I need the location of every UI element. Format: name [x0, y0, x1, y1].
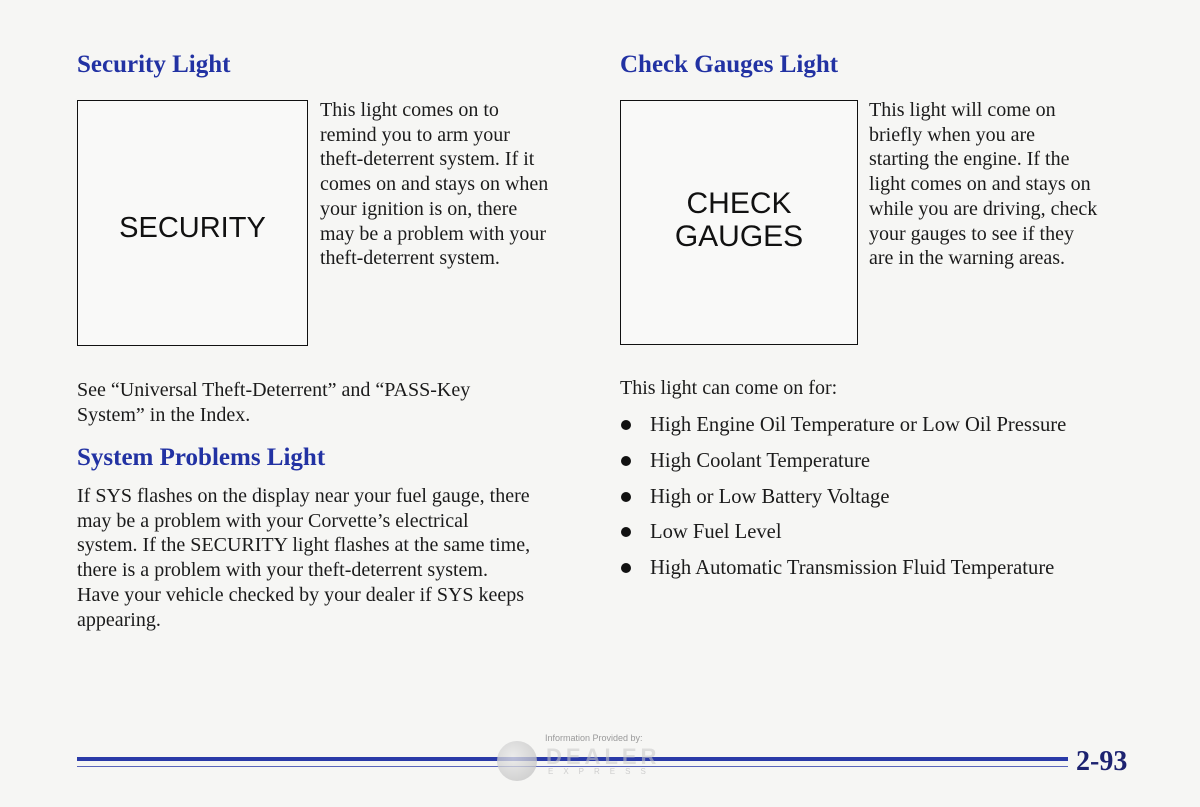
text-line: your gauges to see if they [869, 222, 1074, 245]
causes-intro [620, 376, 837, 401]
check-gauges-description [869, 98, 1097, 271]
text-line: appearing. [77, 608, 161, 631]
text-line: starting the engine. If the [869, 148, 1070, 171]
check-gauges-heading: Check Gauges Light [620, 51, 839, 78]
check-gauges-indicator-box [620, 100, 858, 345]
security-indicator-box [77, 100, 308, 346]
list-item-text: High Automatic Transmission Fluid Temperature [650, 557, 1055, 579]
list-item-text: High or Low Battery Voltage [650, 486, 890, 508]
system-problems-paragraph [77, 484, 530, 632]
system-problems-heading: System Problems Light [77, 444, 326, 471]
watermark-logo-subtext: EXPRESS [548, 767, 656, 776]
list-item-text: Low Fuel Level [650, 521, 782, 543]
watermark-logo-text: DEALER [546, 744, 661, 769]
text-line: may be a problem with your Corvette’s electrical [77, 509, 469, 532]
list-item-text: High Coolant Temperature [650, 450, 871, 472]
bullet-icon [621, 456, 631, 466]
check-gauges-indicator-line: GAUGES [674, 220, 804, 253]
text-line: while you are driving, check [869, 197, 1098, 220]
text-line: your ignition is on, there [320, 197, 518, 220]
text-line: comes on and stays on when [320, 173, 549, 196]
page-number: 2-93 [1076, 746, 1128, 777]
security-light-heading: Security Light [77, 51, 231, 78]
text-line: If SYS flashes on the display near your fuel gauge, there [77, 485, 530, 507]
text-line: system. If the SECURITY light flashes at the same time, [77, 534, 531, 557]
see-also-paragraph [77, 378, 470, 427]
bullet-icon [621, 527, 631, 537]
text-line: light comes on and stays on [869, 173, 1091, 196]
text-line: System” in the Index. [77, 403, 251, 426]
bullet-icon [621, 420, 631, 430]
text-line: are in the warning areas. [869, 247, 1066, 270]
text-line: theft-deterrent system. If it [320, 148, 535, 171]
bullet-icon [621, 492, 631, 502]
text-line: This light will come on [869, 99, 1056, 121]
text-line: may be a problem with your [320, 222, 547, 245]
check-gauges-indicator-line: CHECK [686, 187, 792, 220]
security-light-description [320, 98, 548, 271]
text-line: remind you to arm your [320, 123, 510, 146]
text-line: Have your vehicle checked by your dealer if SYS keeps [77, 583, 525, 606]
text-line: briefly when you are [869, 123, 1036, 146]
text-line: This light comes on to [320, 99, 499, 121]
text-line: there is a problem with your theft-deterrent system. [77, 559, 488, 582]
bullet-icon [621, 563, 631, 573]
text-line: See “Universal Theft-Deterrent” and “PASS-Key [77, 379, 471, 401]
watermark-logo-icon [497, 741, 537, 781]
watermark-caption: Information Provided by: [545, 733, 643, 743]
list-item-text: High Engine Oil Temperature or Low Oil Pressure [650, 414, 1067, 436]
security-indicator-label: SECURITY [119, 212, 266, 244]
text-line: theft-deterrent system. [320, 247, 500, 270]
text-line: This light can come on for: [620, 377, 838, 399]
